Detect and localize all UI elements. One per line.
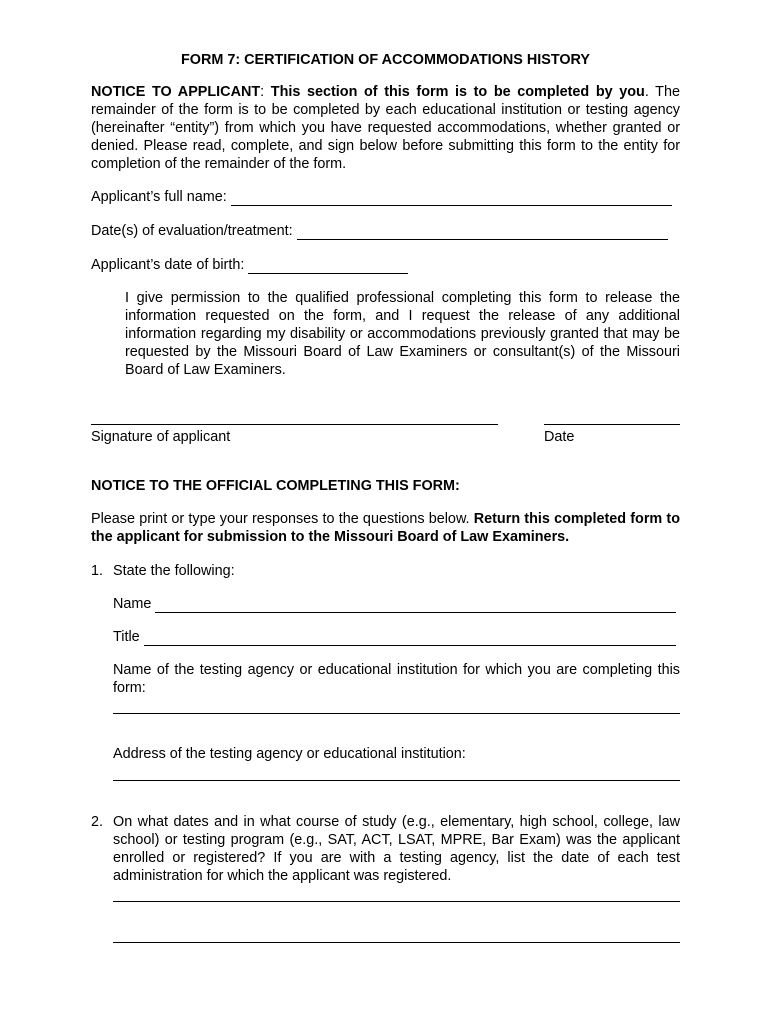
official-name-row (113, 595, 676, 613)
form-title: FORM 7: CERTIFICATION OF ACCOMMODATIONS HISTORY (180, 52, 591, 68)
signature-label: Signature of applicant (91, 429, 231, 445)
evaluation-dates-row (91, 222, 668, 240)
question-1-text: State the following: (113, 563, 235, 579)
notice-applicant-colon: : (260, 84, 271, 100)
applicant-dob-label: Applicant’s date of birth: (91, 257, 245, 273)
notice-applicant-body: . The remainder of the form is to be completed by each educational institution or testing agency (hereinafter “entity”) from which you have requested accommodations, whether granted or denied. Please read, complete, and sign below before submitting this form to the entity for completion of the remainder of the form. (91, 84, 680, 172)
question-2-answer-line-2[interactable] (113, 942, 680, 943)
applicant-dob-field[interactable] (248, 259, 408, 274)
evaluation-dates-field[interactable] (297, 225, 668, 240)
applicant-full-name-row (91, 188, 672, 206)
notice-official-instruction: Please print or type your responses to the questions below. (91, 511, 474, 527)
notice-applicant-label: NOTICE TO APPLICANT (91, 84, 261, 100)
notice-official-instructions (91, 510, 680, 546)
notice-to-applicant (91, 83, 680, 173)
entity-address-label: Address of the testing agency or educational institution: (113, 746, 466, 762)
permission-statement: I give permission to the qualified professional completing this form to release the information requested on the form, and I request the release of any additional information regarding my disability or accommodations previously granted that may be requested by the Missouri Board of Law Examiners or consultant(s) of the Missouri Board of Law Examiners. (125, 290, 680, 378)
notice-official-instruction-bold: Return this completed form to the applicant for submission to the Missouri Board of Law Examiners. (91, 511, 680, 545)
official-name-field[interactable] (155, 598, 676, 613)
evaluation-dates-label: Date(s) of evaluation/treatment: (91, 223, 293, 239)
question-2-number: 2. (91, 814, 104, 830)
official-title-label: Title (113, 629, 140, 645)
signature-date-line[interactable] (544, 424, 680, 425)
official-title-field[interactable] (144, 631, 676, 646)
question-2-text: On what dates and in what course of study (e.g., elementary, high school, college, law school) or testing program (e.g., SAT, ACT, LSAT, MPRE, Bar Exam) was the applicant enrolled or registered? If you are with a testing agency, list the date of each test administration for which the applicant was registered. (113, 814, 680, 884)
official-title-row (113, 628, 676, 646)
applicant-full-name-label: Applicant’s full name: (91, 189, 227, 205)
notice-official-heading: NOTICE TO THE OFFICIAL COMPLETING THIS FORM: (91, 478, 460, 494)
applicant-dob-row (91, 256, 408, 274)
official-name-label: Name (113, 596, 152, 612)
entity-name-label: Name of the testing agency or educational institution for which you are completing this form: (113, 662, 680, 696)
notice-applicant-bold-text: This section of this form is to be completed by you (270, 84, 645, 100)
entity-address-field[interactable] (113, 780, 680, 781)
entity-name-field[interactable] (113, 713, 680, 714)
signature-date-label: Date (544, 429, 575, 445)
signature-line[interactable] (91, 424, 498, 425)
question-1-number: 1. (91, 563, 104, 579)
question-2-answer-line-1[interactable] (113, 901, 680, 902)
applicant-full-name-field[interactable] (231, 191, 672, 206)
